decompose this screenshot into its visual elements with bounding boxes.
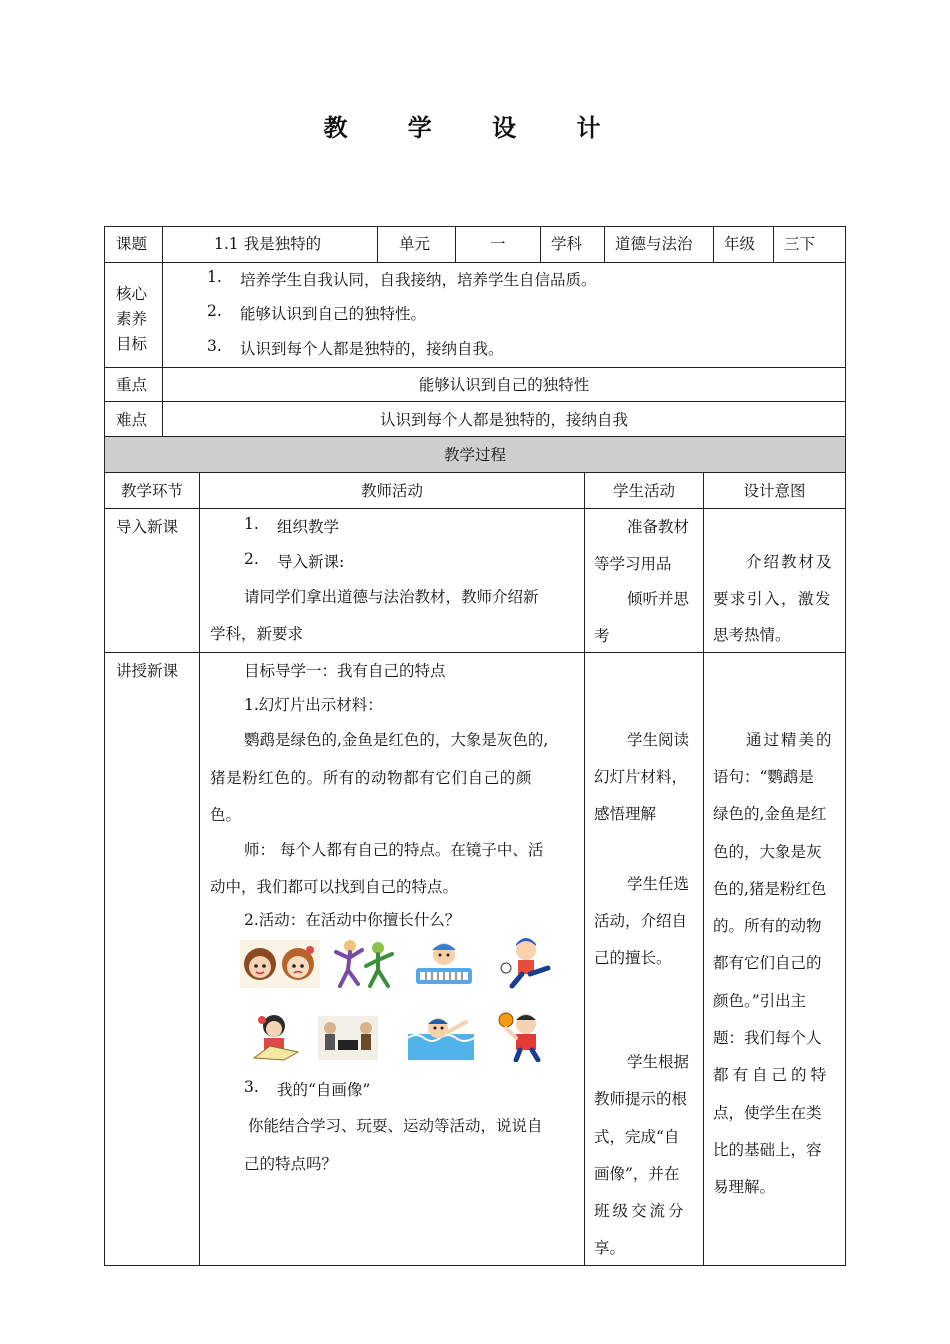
lecture-intent-line: 题：我们每个人 [713,1029,822,1047]
table-line [604,226,605,262]
column-header-teacher: 教师活动 [360,482,423,500]
table-line [104,472,846,473]
intro-item-number: 1. [244,515,259,533]
table-line [104,1265,846,1266]
focus-value: 能够认识到自己的独特性 [418,376,590,394]
lecture-slide-line: 色。 [210,806,242,824]
table-line [104,226,846,227]
grade-label: 年级 [724,235,756,253]
process-title: 教学过程 [443,446,506,464]
column-header-student: 学生活动 [612,482,675,500]
table-line [455,226,456,262]
difficulty-label: 难点 [116,411,148,429]
table-line [104,652,846,653]
subject-value: 道德与法治 [615,235,693,253]
intro-teacher-paragraph: 学科，新要求 [210,625,304,643]
goal-item-number: 1. [207,268,222,286]
intro-intent-line: 思考热情。 [713,626,791,644]
page-title: 教 学 设 计 [323,113,627,142]
portrait-number: 3. [244,1078,259,1096]
table-line [703,472,704,1266]
unit-value: 一 [490,235,506,253]
difficulty-value: 认识到每个人都是独特的，接纳自我 [379,411,628,429]
girl-reading-image [250,1012,302,1062]
lecture-student-line: 学生根据 [627,1053,690,1071]
intro-teacher-paragraph: 请同学们拿出道德与法治教材，教师介绍新 [244,588,539,606]
intro-student-line: 考 [594,627,610,645]
lecture-intent-line: 比的基础上，容 [713,1141,822,1159]
lecture-stage: 讲授新课 [116,662,179,680]
lecture-slide-line: 鹦鹉是绿色的,金鱼是红色的，大象是灰色的, [244,731,549,749]
boy-kicking-image [500,938,556,990]
goal-item-text: 培养学生自我认同，自我接纳，培养学生自信品质。 [240,271,597,289]
lecture-student-line: 式，完成“自 [594,1128,680,1146]
lecture-intent-line: 的。所有的动物 [713,917,822,935]
lecture-intent-line: 通过精美的 [746,731,834,749]
lecture-student-line: 学生任选 [627,875,690,893]
column-header-stage: 教学环节 [120,482,183,500]
lecture-student-line: 感悟理解 [594,805,657,823]
lecture-student-line: 幻灯片材料， [594,768,688,786]
table-line [162,226,163,436]
lesson-label: 课题 [116,235,148,253]
lecture-student-line: 己的擅长。 [594,949,672,967]
subject-label: 学科 [551,235,583,253]
lecture-intent-line: 色的，大象是灰 [713,843,822,861]
intro-student-line: 准备教材 [627,518,690,536]
table-line [104,508,846,509]
boy-piano-image [410,940,476,988]
lecture-goal-heading: 目标导学一：我有自己的特点 [244,662,446,680]
lecture-slide-line: 猪是粉红色的。所有的动物都有它们自己的颜 [210,769,533,787]
lecture-student-line: 学生阅读 [627,731,690,749]
lecture-activity-heading: 2.活动：在活动中你擅长什么？ [244,911,461,929]
table-line [104,226,105,1266]
table-line [773,226,774,262]
table-line [713,226,714,262]
intro-intent-line: 介绍教材及 [746,553,834,571]
intro-item-number: 2. [244,550,259,568]
chess-players-image [318,1016,378,1060]
unit-label: 单元 [399,235,431,253]
table-line [104,436,846,437]
goal-item-number: 3. [207,337,222,355]
lecture-student-line: 画像”，并在 [594,1165,680,1183]
table-line [199,472,200,1266]
goals-label-line: 核心 [116,285,148,303]
column-header-intent: 设计意图 [743,482,806,500]
dancing-figures-image [332,938,398,990]
lecture-student-line: 教师提示的根 [594,1090,688,1108]
lecture-intent-line: 语句：“鹦鹉是 [713,768,814,786]
intro-item-text: 组织教学 [277,518,340,536]
lecture-intent-line: 色的,猪是粉红色 [713,880,827,898]
lecture-intent-line: 绿色的,金鱼是红 [713,805,827,823]
portrait-line: 你能结合学习、玩耍、运动等活动，说说自 [248,1117,543,1135]
table-line [584,472,585,1266]
table-line [104,401,846,402]
intro-stage: 导入新课 [116,518,179,536]
boy-basketball-image [494,1010,550,1062]
goals-label-line: 素养 [116,310,148,328]
cartoon-girls-image [240,940,320,988]
portrait-heading: 我的“自画像” [277,1081,371,1099]
portrait-line: 己的特点吗？ [244,1155,338,1173]
intro-intent-line: 要求引入，激发 [713,590,833,608]
lecture-student-line: 班级交流分 [594,1202,687,1220]
lecture-intent-line: 易理解。 [713,1178,776,1196]
lesson-value: 1.1 我是独特的 [214,235,322,253]
table-line [845,226,846,1266]
goals-label-line: 目标 [116,335,148,353]
lecture-student-line: 享。 [594,1239,626,1257]
lecture-teacher-line: 动中，我们都可以找到自己的特点。 [210,878,459,896]
lecture-intent-line: 点，使学生在类 [713,1104,822,1122]
grade-value: 三下 [784,235,816,253]
focus-label: 重点 [116,376,148,394]
boy-swimming-image [408,1012,474,1060]
table-line [540,226,541,262]
lecture-intent-line: 都有它们自己的 [713,954,822,972]
lecture-student-line: 活动，介绍自 [594,912,688,930]
lecture-slide-heading: 1.幻灯片出示材料： [244,696,383,714]
goal-item-number: 2. [207,302,222,320]
lecture-teacher-line: 师： 每个人都有自己的特点。在镜子中、活 [244,841,544,859]
lecture-intent-line: 都有自己的特 [713,1066,831,1084]
intro-student-line: 倾听并思 [627,590,690,608]
intro-student-line: 等学习用品 [594,555,672,573]
table-line [104,367,846,368]
goal-item-text: 能够认识到自己的独特性。 [240,305,427,323]
table-line [377,226,378,262]
table-line [104,262,846,263]
intro-item-text: 导入新课: [277,553,345,571]
lecture-intent-line: 颜色。”引出主 [713,992,807,1010]
goal-item-text: 认识到每个人都是独特的，接纳自我。 [240,340,504,358]
